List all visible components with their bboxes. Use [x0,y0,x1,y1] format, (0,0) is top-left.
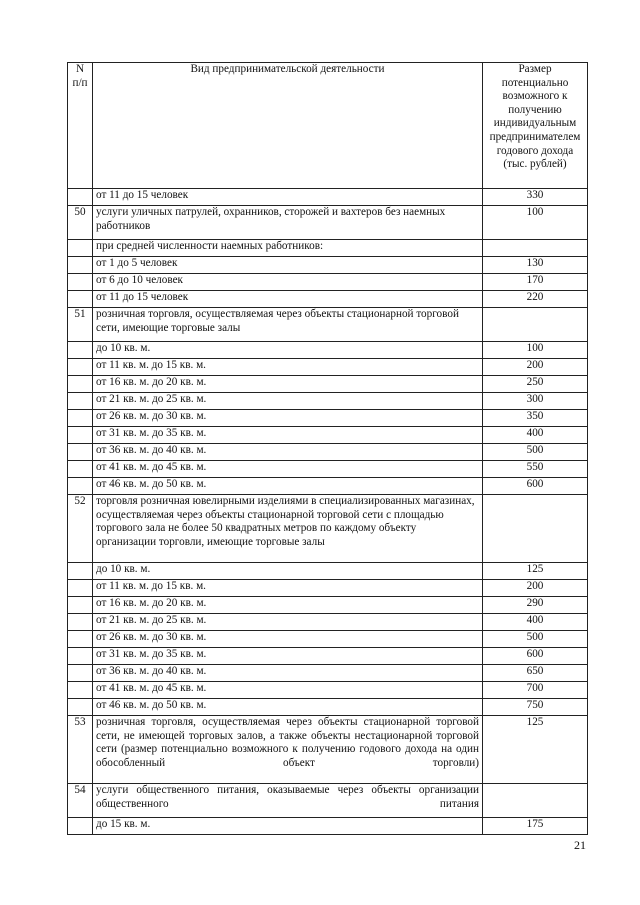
income-table [67,62,588,835]
row-income: 400 [483,614,588,631]
row-activity: от 36 кв. м. до 40 кв. м. [93,665,483,682]
row-activity: до 10 кв. м. [93,563,483,580]
row-number [68,393,93,410]
row-activity: от 26 кв. м. до 30 кв. м. [93,631,483,648]
income-table-body [68,63,588,835]
table-row [68,376,588,393]
row-activity: торговля розничная ювелирными изделиями в специализированных магазинах, осуществляемая через объекты стационарной торговой сети с площадью торгового зала не более 50 квадратных метров по каждому объекту организации торговли, имеющие торговые залы [93,495,483,563]
row-income: 220 [483,291,588,308]
row-number [68,648,93,665]
table-row [68,495,588,563]
table-header-row [68,63,588,189]
row-number: 50 [68,206,93,240]
row-number [68,274,93,291]
table-row [68,359,588,376]
row-income: 250 [483,376,588,393]
table-row [68,580,588,597]
row-number [68,291,93,308]
row-activity: от 16 кв. м. до 20 кв. м. [93,597,483,614]
table-row [68,665,588,682]
row-activity: от 41 кв. м. до 45 кв. м. [93,682,483,699]
row-activity: от 11 кв. м. до 15 кв. м. [93,580,483,597]
row-number [68,376,93,393]
row-activity: от 36 кв. м. до 40 кв. м. [93,444,483,461]
row-activity: от 11 кв. м. до 15 кв. м. [93,359,483,376]
row-number [68,189,93,206]
row-income: 170 [483,274,588,291]
row-number [68,478,93,495]
row-income: 350 [483,410,588,427]
row-activity: до 10 кв. м. [93,342,483,359]
row-number [68,427,93,444]
row-number [68,682,93,699]
row-income: 500 [483,444,588,461]
table-row [68,716,588,784]
row-income: 130 [483,257,588,274]
row-income: 125 [483,563,588,580]
row-activity: от 46 кв. м. до 50 кв. м. [93,478,483,495]
row-activity: от 1 до 5 человек [93,257,483,274]
row-number [68,359,93,376]
row-number [68,563,93,580]
table-row [68,478,588,495]
row-activity: от 11 до 15 человек [93,189,483,206]
table-row [68,206,588,240]
row-income: 290 [483,597,588,614]
table-row [68,240,588,257]
header-income: Размер потенциально возможного к получению индивидуальным предпринимателем годового дохода (тыс. рублей) [483,63,588,189]
row-number: 53 [68,716,93,784]
row-activity: от 31 кв. м. до 35 кв. м. [93,648,483,665]
row-activity: от 6 до 10 человек [93,274,483,291]
table-row [68,410,588,427]
row-number: 54 [68,784,93,818]
row-number [68,257,93,274]
row-number [68,240,93,257]
row-number [68,580,93,597]
table-row [68,461,588,478]
table-row [68,274,588,291]
row-income: 600 [483,478,588,495]
table-row [68,291,588,308]
row-activity: розничная торговля, осуществляемая через объекты стационарной торговой сети, имеющие торговые залы [93,308,483,342]
row-activity: до 15 кв. м. [93,818,483,835]
row-number [68,631,93,648]
row-activity: при средней численности наемных работников: [93,240,483,257]
row-number [68,699,93,716]
row-activity: от 41 кв. м. до 45 кв. м. [93,461,483,478]
header-activity: Вид предпринимательской деятельности [93,63,483,189]
row-income [483,784,588,818]
row-activity: от 46 кв. м. до 50 кв. м. [93,699,483,716]
table-row [68,818,588,835]
table-row [68,631,588,648]
row-income: 750 [483,699,588,716]
table-row [68,563,588,580]
row-income: 550 [483,461,588,478]
row-income: 600 [483,648,588,665]
row-income: 200 [483,580,588,597]
table-row [68,444,588,461]
table-row [68,699,588,716]
table-row [68,257,588,274]
row-activity: от 21 кв. м. до 25 кв. м. [93,614,483,631]
table-row [68,784,588,818]
row-activity: от 16 кв. м. до 20 кв. м. [93,376,483,393]
row-income [483,240,588,257]
table-row [68,342,588,359]
table-row [68,682,588,699]
page-number: 21 [574,838,586,852]
row-number [68,410,93,427]
row-number [68,597,93,614]
row-income: 175 [483,818,588,835]
row-activity: розничная торговля, осуществляемая через объекты стационарной торговой сети, не имеющей торговых залов, а также объекты нестационарной торговой сети (размер потенциально возможного к получению годового дохода на один обособленный объект торговли) [93,716,483,784]
row-income: 125 [483,716,588,784]
row-income: 700 [483,682,588,699]
row-income: 100 [483,206,588,240]
row-activity: от 26 кв. м. до 30 кв. м. [93,410,483,427]
row-number: 51 [68,308,93,342]
row-number [68,461,93,478]
row-income: 330 [483,189,588,206]
row-activity: от 11 до 15 человек [93,291,483,308]
row-number [68,665,93,682]
header-number: N п/п [68,63,93,189]
row-income: 400 [483,427,588,444]
row-income: 500 [483,631,588,648]
row-income: 200 [483,359,588,376]
row-activity: услуги общественного питания, оказываемые через объекты организации общественного питания [93,784,483,818]
row-income [483,308,588,342]
row-income: 300 [483,393,588,410]
row-income: 650 [483,665,588,682]
row-activity: услуги уличных патрулей, охранников, сторожей и вахтеров без наемных работников [93,206,483,240]
table-row [68,614,588,631]
row-income [483,495,588,563]
table-row [68,597,588,614]
row-income: 100 [483,342,588,359]
row-number: 52 [68,495,93,563]
row-number [68,444,93,461]
row-number [68,614,93,631]
row-number [68,818,93,835]
table-row [68,393,588,410]
table-row [68,427,588,444]
row-number [68,342,93,359]
table-row [68,648,588,665]
row-activity: от 31 кв. м. до 35 кв. м. [93,427,483,444]
table-row [68,308,588,342]
table-row [68,189,588,206]
row-activity: от 21 кв. м. до 25 кв. м. [93,393,483,410]
